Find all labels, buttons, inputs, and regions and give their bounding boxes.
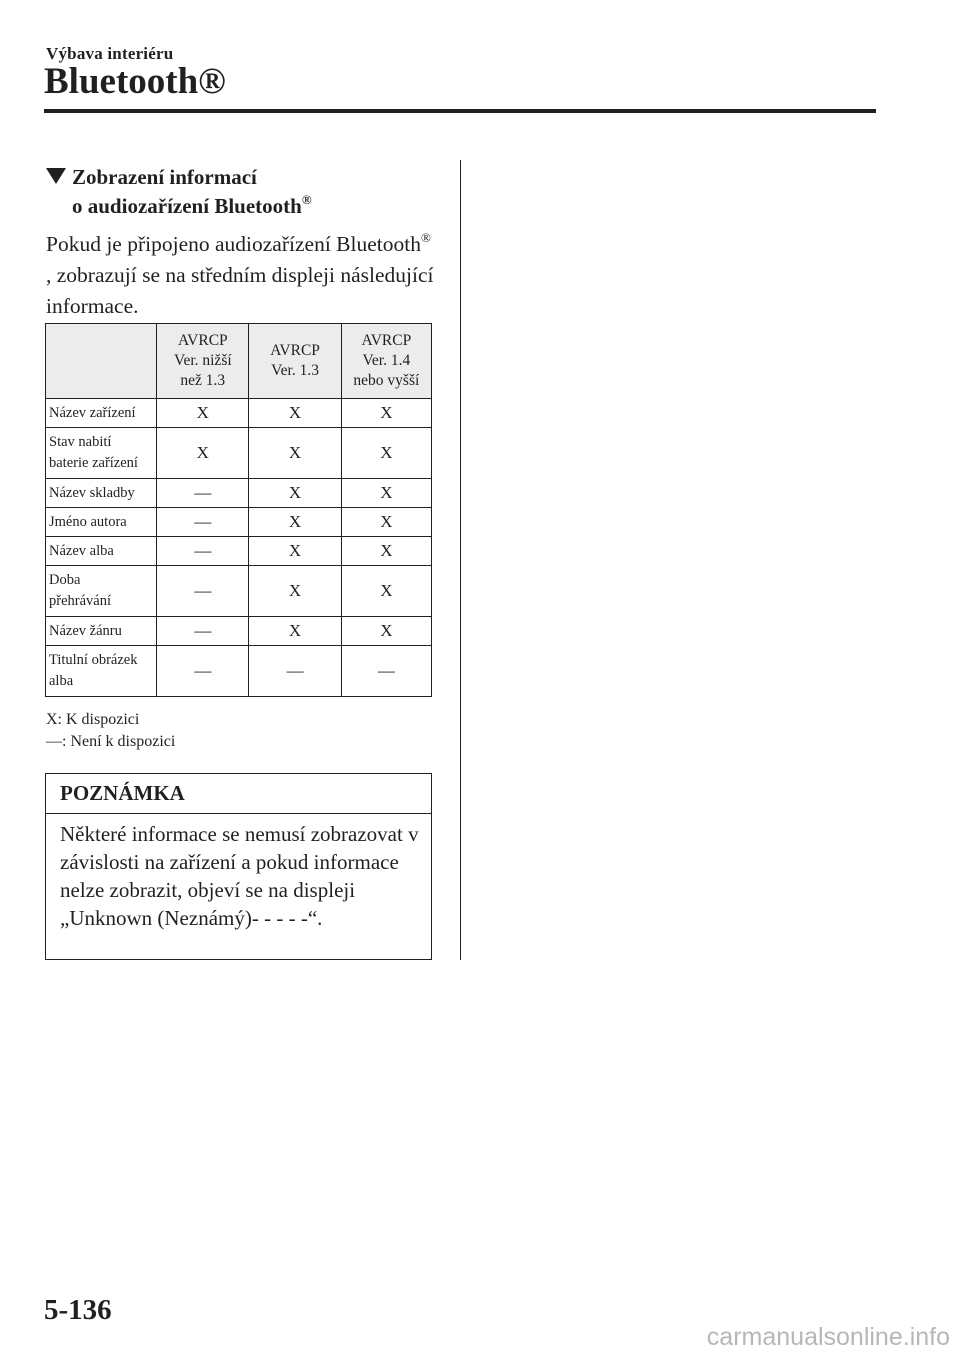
- table-header-row: [46, 324, 432, 399]
- table-cell: X: [249, 428, 341, 479]
- table-cell: —: [157, 479, 249, 508]
- table-cell: X: [341, 399, 431, 428]
- table-cell: X: [341, 479, 431, 508]
- column-header-avrcp-below-1-3: AVRCP Ver. nižší než 1.3: [157, 324, 249, 399]
- table-row: [46, 479, 432, 508]
- row-label: Titulní obrázek alba: [46, 646, 157, 697]
- table-cell: —: [341, 646, 431, 697]
- table-cell: —: [157, 617, 249, 646]
- table-cell: X: [249, 617, 341, 646]
- table-cell: —: [157, 646, 249, 697]
- table-cell: —: [157, 508, 249, 537]
- legend-unavailable: —: Není k dispozici: [46, 733, 176, 750]
- legend-available: X: K dispozici: [46, 711, 140, 728]
- table-cell: X: [341, 566, 431, 617]
- table-cell: X: [157, 399, 249, 428]
- subheading: [46, 163, 312, 221]
- row-label: Název skladby: [46, 479, 157, 508]
- row-label: Stav nabití baterie zařízení: [46, 428, 157, 479]
- row-label: Název zařízení: [46, 399, 157, 428]
- table-cell: X: [341, 537, 431, 566]
- row-label: Doba přehrávání: [46, 566, 157, 617]
- triangle-bullet-icon: [46, 168, 66, 184]
- section-label: Výbava interiéru: [46, 44, 174, 63]
- table-cell: —: [157, 566, 249, 617]
- column-header-avrcp-1-3: AVRCP Ver. 1.3: [249, 324, 341, 399]
- row-label: Název žánru: [46, 617, 157, 646]
- subheading-line2: o audiozařízení Bluetooth®: [72, 192, 312, 218]
- intro-paragraph: Pokud je připojeno audiozařízení Bluetooth® , zobrazují se na středním displeji následující informace.: [46, 230, 434, 318]
- registered-mark: ®: [420, 230, 431, 245]
- page-number: 5-136: [44, 1294, 112, 1326]
- table-row: [46, 617, 432, 646]
- page-title: Bluetooth®: [44, 61, 226, 102]
- registered-mark: ®: [301, 192, 312, 207]
- row-label: Jméno autora: [46, 508, 157, 537]
- table-cell: X: [249, 399, 341, 428]
- column-divider: [460, 160, 461, 960]
- table-cell: X: [249, 566, 341, 617]
- table-cell: X: [341, 508, 431, 537]
- table-row: [46, 646, 432, 697]
- table-cell: X: [249, 508, 341, 537]
- note-title: POZNÁMKA: [46, 774, 431, 814]
- table-row: [46, 399, 432, 428]
- table-cell: —: [157, 537, 249, 566]
- table-cell: X: [249, 479, 341, 508]
- table-cell: —: [249, 646, 341, 697]
- note-box: [45, 773, 432, 960]
- table-row: [46, 537, 432, 566]
- table-cell: X: [249, 537, 341, 566]
- avrcp-info-table: [45, 323, 432, 697]
- row-label: Název alba: [46, 537, 157, 566]
- column-header-avrcp-1-4-plus: AVRCP Ver. 1.4 nebo vyšší: [341, 324, 431, 399]
- table-corner-cell: [46, 324, 157, 399]
- table-cell: X: [157, 428, 249, 479]
- table-row: [46, 428, 432, 479]
- table-row: [46, 566, 432, 617]
- header-rule: [44, 109, 876, 113]
- table-row: [46, 508, 432, 537]
- note-text: Některé informace se nemusí zobrazovat v závislosti na zařízení a pokud informace nelze zobrazit, objeví se na displeji „Unknown (Neznámý)- - - - -“.: [60, 822, 419, 930]
- subheading-line1: Zobrazení informací: [72, 165, 257, 189]
- watermark: carmanualsonline.info: [706, 1323, 950, 1351]
- table-cell: X: [341, 428, 431, 479]
- table-legend: [46, 709, 175, 753]
- table-cell: X: [341, 617, 431, 646]
